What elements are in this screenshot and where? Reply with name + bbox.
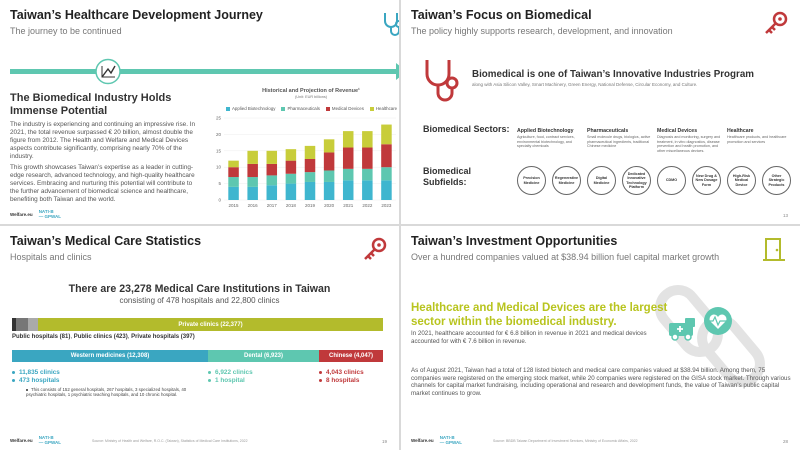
natib-badge-sub: — GPWAL: [38, 214, 61, 219]
slide-title: Taiwan’s Focus on Biomedical: [411, 8, 592, 22]
legend-swatch: [226, 107, 230, 111]
revenue-chart: [210, 112, 399, 212]
subfield-circle: Digital Medicine: [587, 166, 616, 195]
bar-segment: [305, 159, 316, 172]
natib-badge: [39, 435, 61, 445]
private-hospitals-label: Private hospitals (397): [131, 334, 195, 340]
x-tick-label: 2022: [362, 203, 373, 208]
bar-segment: [362, 169, 373, 180]
bar-segment: [247, 164, 258, 177]
bar-segment: [228, 177, 239, 187]
subfield-circle: CDMO: [657, 166, 686, 195]
natib-badge: [440, 435, 462, 445]
y-tick-label: 25: [215, 115, 221, 121]
welfare-logo-text: Welfare.eu: [10, 211, 33, 217]
bar-western-medicine: Western medicines (12,308): [12, 350, 208, 362]
page-number: 13: [782, 213, 788, 218]
slide-subtitle: Hospitals and clinics: [10, 252, 92, 262]
bar-segment: [267, 151, 278, 164]
bar-segment: [305, 146, 316, 159]
footer-logo: [10, 209, 61, 219]
sector-desc: Diagnosis and monitoring, surgery and treatment, in vitro diagnostics, disease prevention and health promotion, and other miscellaneous devices.: [657, 135, 721, 153]
x-tick-label: 2015: [228, 203, 239, 208]
bullet-dot: [208, 371, 211, 374]
chart-title: Historical and Projection of Revenue¹: [262, 88, 360, 94]
bar-chinese-medicine: Chinese (4,047): [319, 350, 383, 362]
sector-desc: Agriculture, food, contract services, environmental biotechnology, and specialty chemicals: [517, 135, 575, 149]
stats-subline: consisting of 478 hospitals and 22,800 clinics: [119, 296, 280, 305]
subfields-label: [423, 166, 483, 188]
welfare-logo-text: Welfare.eu: [411, 437, 434, 443]
paragraph-2: This growth showcases Taiwan’s expertise as a leader in cutting-edge research, advanced technology, and high-quality healthcare services. Embracing and nurturing this potential will contribute to the further advancement of biomedical science and healthcare, benefiting both Taiwan and the world.: [10, 164, 195, 203]
bar-private-hospitals: [28, 318, 38, 331]
legend-label: Medical Devices: [331, 106, 364, 111]
section-heading: Biomedical is one of Taiwan’s Innovative Industries Program: [472, 69, 754, 80]
bar-segment: [247, 151, 258, 164]
slide-subtitle: The journey to be continued: [10, 26, 122, 36]
legend-item: [326, 106, 364, 111]
bullet-dot: [26, 389, 28, 391]
bar-segment: [247, 177, 258, 187]
y-tick-label: 5: [218, 181, 221, 187]
bullet-dot: [12, 371, 15, 374]
bullet-dot: [319, 379, 322, 382]
growth-door-icon: [761, 236, 787, 262]
slide-subtitle: Over a hundred companies valued at $38.94 billion fuel capital market growth: [411, 252, 720, 262]
bar-segment: [343, 131, 354, 147]
stats-headline: There are 23,278 Medical Care Institutions in Taiwan: [68, 283, 331, 295]
bar-segment: [267, 164, 278, 175]
slide-biomedical-focus: [401, 0, 800, 224]
slide-title: Taiwan’s Medical Care Statistics: [10, 234, 202, 248]
sector-title: Applied Biotechnology: [517, 128, 574, 134]
public-clinics-label: Public clinics (423): [73, 334, 128, 340]
page-number: 19: [381, 439, 387, 444]
x-tick-label: 2016: [247, 203, 258, 208]
x-tick-label: 2023: [381, 203, 392, 208]
stethoscope-icon: [380, 10, 399, 38]
legend-label: Pharmaceuticals: [287, 106, 320, 111]
bullet-dot: [12, 379, 15, 382]
sector-applied-biotech: [517, 128, 583, 149]
sector-healthcare: [727, 128, 793, 144]
y-tick-label: 15: [215, 148, 221, 154]
subfield-circle: Other Strategic Products: [762, 166, 791, 195]
legend-swatch: [370, 107, 374, 111]
legend-item: [281, 106, 319, 111]
natib-badge-text: NATI·B: [439, 435, 455, 440]
natib-badge-sub: — GPWAL: [38, 440, 61, 445]
chinese-clinics-text: 4,043 clinics: [326, 369, 364, 376]
bar-segment: [305, 182, 316, 200]
bar-segment: [228, 187, 239, 200]
x-tick-label: 2017: [266, 203, 277, 208]
y-tick-label: 0: [218, 197, 221, 203]
bar-segment: [381, 125, 392, 145]
paragraph-1: The industry is experiencing and continuing an impressive rise. In 2021, the total revenue surpassed € 20 billion, almost double the figure from 2012. The Health and Welfare and Medical Devices aspects contribute significantly, comprising nearly 70% of the industry.: [10, 121, 196, 160]
key-icon: [362, 236, 388, 262]
legend-item: [226, 106, 275, 111]
sector-pharmaceuticals: [587, 128, 653, 149]
chinese-stats: [319, 369, 364, 385]
sector-title: Medical Devices: [657, 128, 698, 134]
natib-badge: [39, 209, 61, 219]
sector-title: Pharmaceuticals: [587, 128, 629, 134]
bar-segment: [362, 131, 373, 147]
dental-clinics-text: 6,922 clinics: [215, 369, 253, 376]
slide-investment-opportunities: [401, 226, 800, 450]
companies-paragraph: As of August 2021, Taiwan had a total of 128 listed biotech and medical care companies valued at $38.94 billion. Among them, 75 companies were registered on the emerging stock market, while 20 companies were registered on the GISA stock market. Through various channels for capital market fundraising, including operational and research and development funds, the value of Taiwan’s public capital market continues to grow.: [411, 367, 791, 397]
bar-segment: [286, 161, 297, 174]
legend-swatch: [326, 107, 330, 111]
section-heading: Healthcare and Medical Devices are the largest sector within the biomedical industry.: [411, 302, 668, 328]
source-note: Source: BBDB Taiwan Department of Investment Services, Ministry of Economic Affairs, 2022: [493, 439, 638, 443]
slide-subtitle: The policy highly supports research, development, and innovation: [411, 26, 673, 36]
bar-segment: [267, 175, 278, 185]
dental-hospitals-text: 1 hospital: [215, 377, 245, 384]
y-tick-label: 10: [215, 164, 221, 170]
bar-segment: [343, 180, 354, 200]
subfield-circle: High-Risk Medical Device: [727, 166, 756, 195]
timeline-arrow: [10, 58, 399, 86]
source-note: Source: Ministry of Health and Welfare, R.O.C. (Taiwan), Statistics of Medical Care Institutions, 2022: [92, 439, 248, 443]
sectors-label: [423, 124, 510, 135]
chart-legend: [226, 106, 397, 111]
bar-segment: [343, 169, 354, 180]
bar-segment: [343, 148, 354, 169]
bar-segment: [267, 185, 278, 200]
bar-segment: [362, 148, 373, 169]
subfield-circle: Dedicated Innovative Technology Platform: [622, 166, 651, 195]
subfield-circle: Regenerative Medicine: [552, 166, 581, 195]
bar-segment: [228, 161, 239, 168]
chinese-clinics: [319, 369, 364, 377]
bar-segment: [381, 144, 392, 167]
subfield-circle: Precision Medicine: [517, 166, 546, 195]
legend-item: [370, 106, 397, 111]
bar-segment: [286, 184, 297, 200]
page-number: 28: [782, 439, 788, 444]
bar-private-clinics: Private clinics (22,377): [38, 318, 383, 331]
western-stats: [12, 369, 60, 385]
bar-dental: Dental (6,923): [208, 350, 319, 362]
section-subtext: along with Asia Silicon Valley, Smart Machinery, Green Energy, National Defense, Circular Economy, and Culture.: [472, 82, 698, 87]
welfare-logo-text: Welfare.eu: [10, 437, 33, 443]
bar-segment: [362, 180, 373, 200]
bar-segment: [324, 152, 335, 170]
legend-label: Healthcare: [375, 106, 398, 111]
subfield-circle: New Drug & New Dosage Form: [692, 166, 721, 195]
slide-title: Taiwan’s Healthcare Development Journey: [10, 8, 263, 22]
bar-segment: [324, 139, 335, 152]
bar-segment: [286, 149, 297, 160]
sector-medical-devices: [657, 128, 723, 153]
slide-healthcare-journey: [0, 0, 399, 224]
chart-unit: (Unit: EUR billions): [294, 95, 328, 99]
section-heading: The Biomedical Industry Holds Immense Potential: [10, 92, 172, 117]
x-tick-label: 2018: [285, 203, 296, 208]
institution-breakdown: Public hospitals (81), Public clinics (423), Private hospitals (397): [12, 334, 195, 340]
bar-segment: [305, 172, 316, 182]
western-clinics: [12, 369, 60, 377]
bar-segment: [247, 187, 258, 200]
footer-logo: [10, 435, 61, 445]
bar-segment: [324, 170, 335, 181]
bar-segment: [286, 174, 297, 184]
footer-logo: [411, 435, 462, 445]
bullet-dot: [319, 371, 322, 374]
legend-label: Applied Biotechnology: [232, 106, 276, 111]
natib-badge-text: NATI·B: [38, 209, 54, 214]
revenue-paragraph: In 2021, healthcare accounted for € 6.8 billion in revenue in 2021 and medical devices accounted for with € 7.6 billion in revenue.: [411, 330, 647, 345]
slide-medical-care-stats: [0, 226, 399, 450]
bar-segment: [228, 167, 239, 177]
bar-public-clinics: [16, 318, 28, 331]
chinese-hospitals-text: 8 hospitals: [326, 377, 360, 384]
bar-segment: [324, 182, 335, 200]
dental-stats: [208, 369, 253, 385]
x-tick-label: 2021: [343, 203, 354, 208]
y-tick-label: 20: [215, 131, 221, 137]
natib-badge-sub: — GPWAL: [439, 440, 462, 445]
bar-segment: [381, 180, 392, 200]
bar-segment: [381, 167, 392, 180]
public-hospitals-label: Public hospitals (81): [12, 334, 71, 340]
western-note: [26, 387, 202, 398]
key-icon: [763, 10, 789, 36]
dental-hospitals: [208, 377, 253, 385]
western-hospitals-text: 473 hospitals: [19, 377, 60, 384]
sector-desc: Small molecule drugs, biologics, active pharmaceutical ingredients, traditional Chinese medicine: [587, 135, 651, 149]
x-tick-label: 2020: [324, 203, 335, 208]
x-tick-label: 2019: [304, 203, 316, 208]
slide-title: Taiwan’s Investment Opportunities: [411, 234, 618, 248]
western-note-text: This consists of 152 general hospitals, 267 hospitals, 3 specialized hospitals, 40 psychiatric hospitals, 1 psychiatric teaching hospitals, and 10 chronic hospital.: [26, 387, 187, 398]
chinese-hospitals: [319, 377, 364, 385]
natib-badge-text: NATI·B: [38, 435, 54, 440]
western-clinics-text: 11,835 clinics: [19, 369, 60, 376]
sectors-label-text: Biomedical Sectors:: [423, 124, 510, 134]
legend-swatch: [281, 107, 285, 111]
western-hospitals: [12, 377, 60, 385]
bullet-dot: [208, 379, 211, 382]
stethoscope-icon-large: [421, 56, 473, 110]
sector-desc: Healthcare products, and healthcare promotion and services: [727, 135, 787, 144]
sector-title: Healthcare: [727, 128, 754, 134]
dental-clinics: [208, 369, 253, 377]
subfields-label-text: Biomedical Subfields:: [423, 166, 472, 187]
